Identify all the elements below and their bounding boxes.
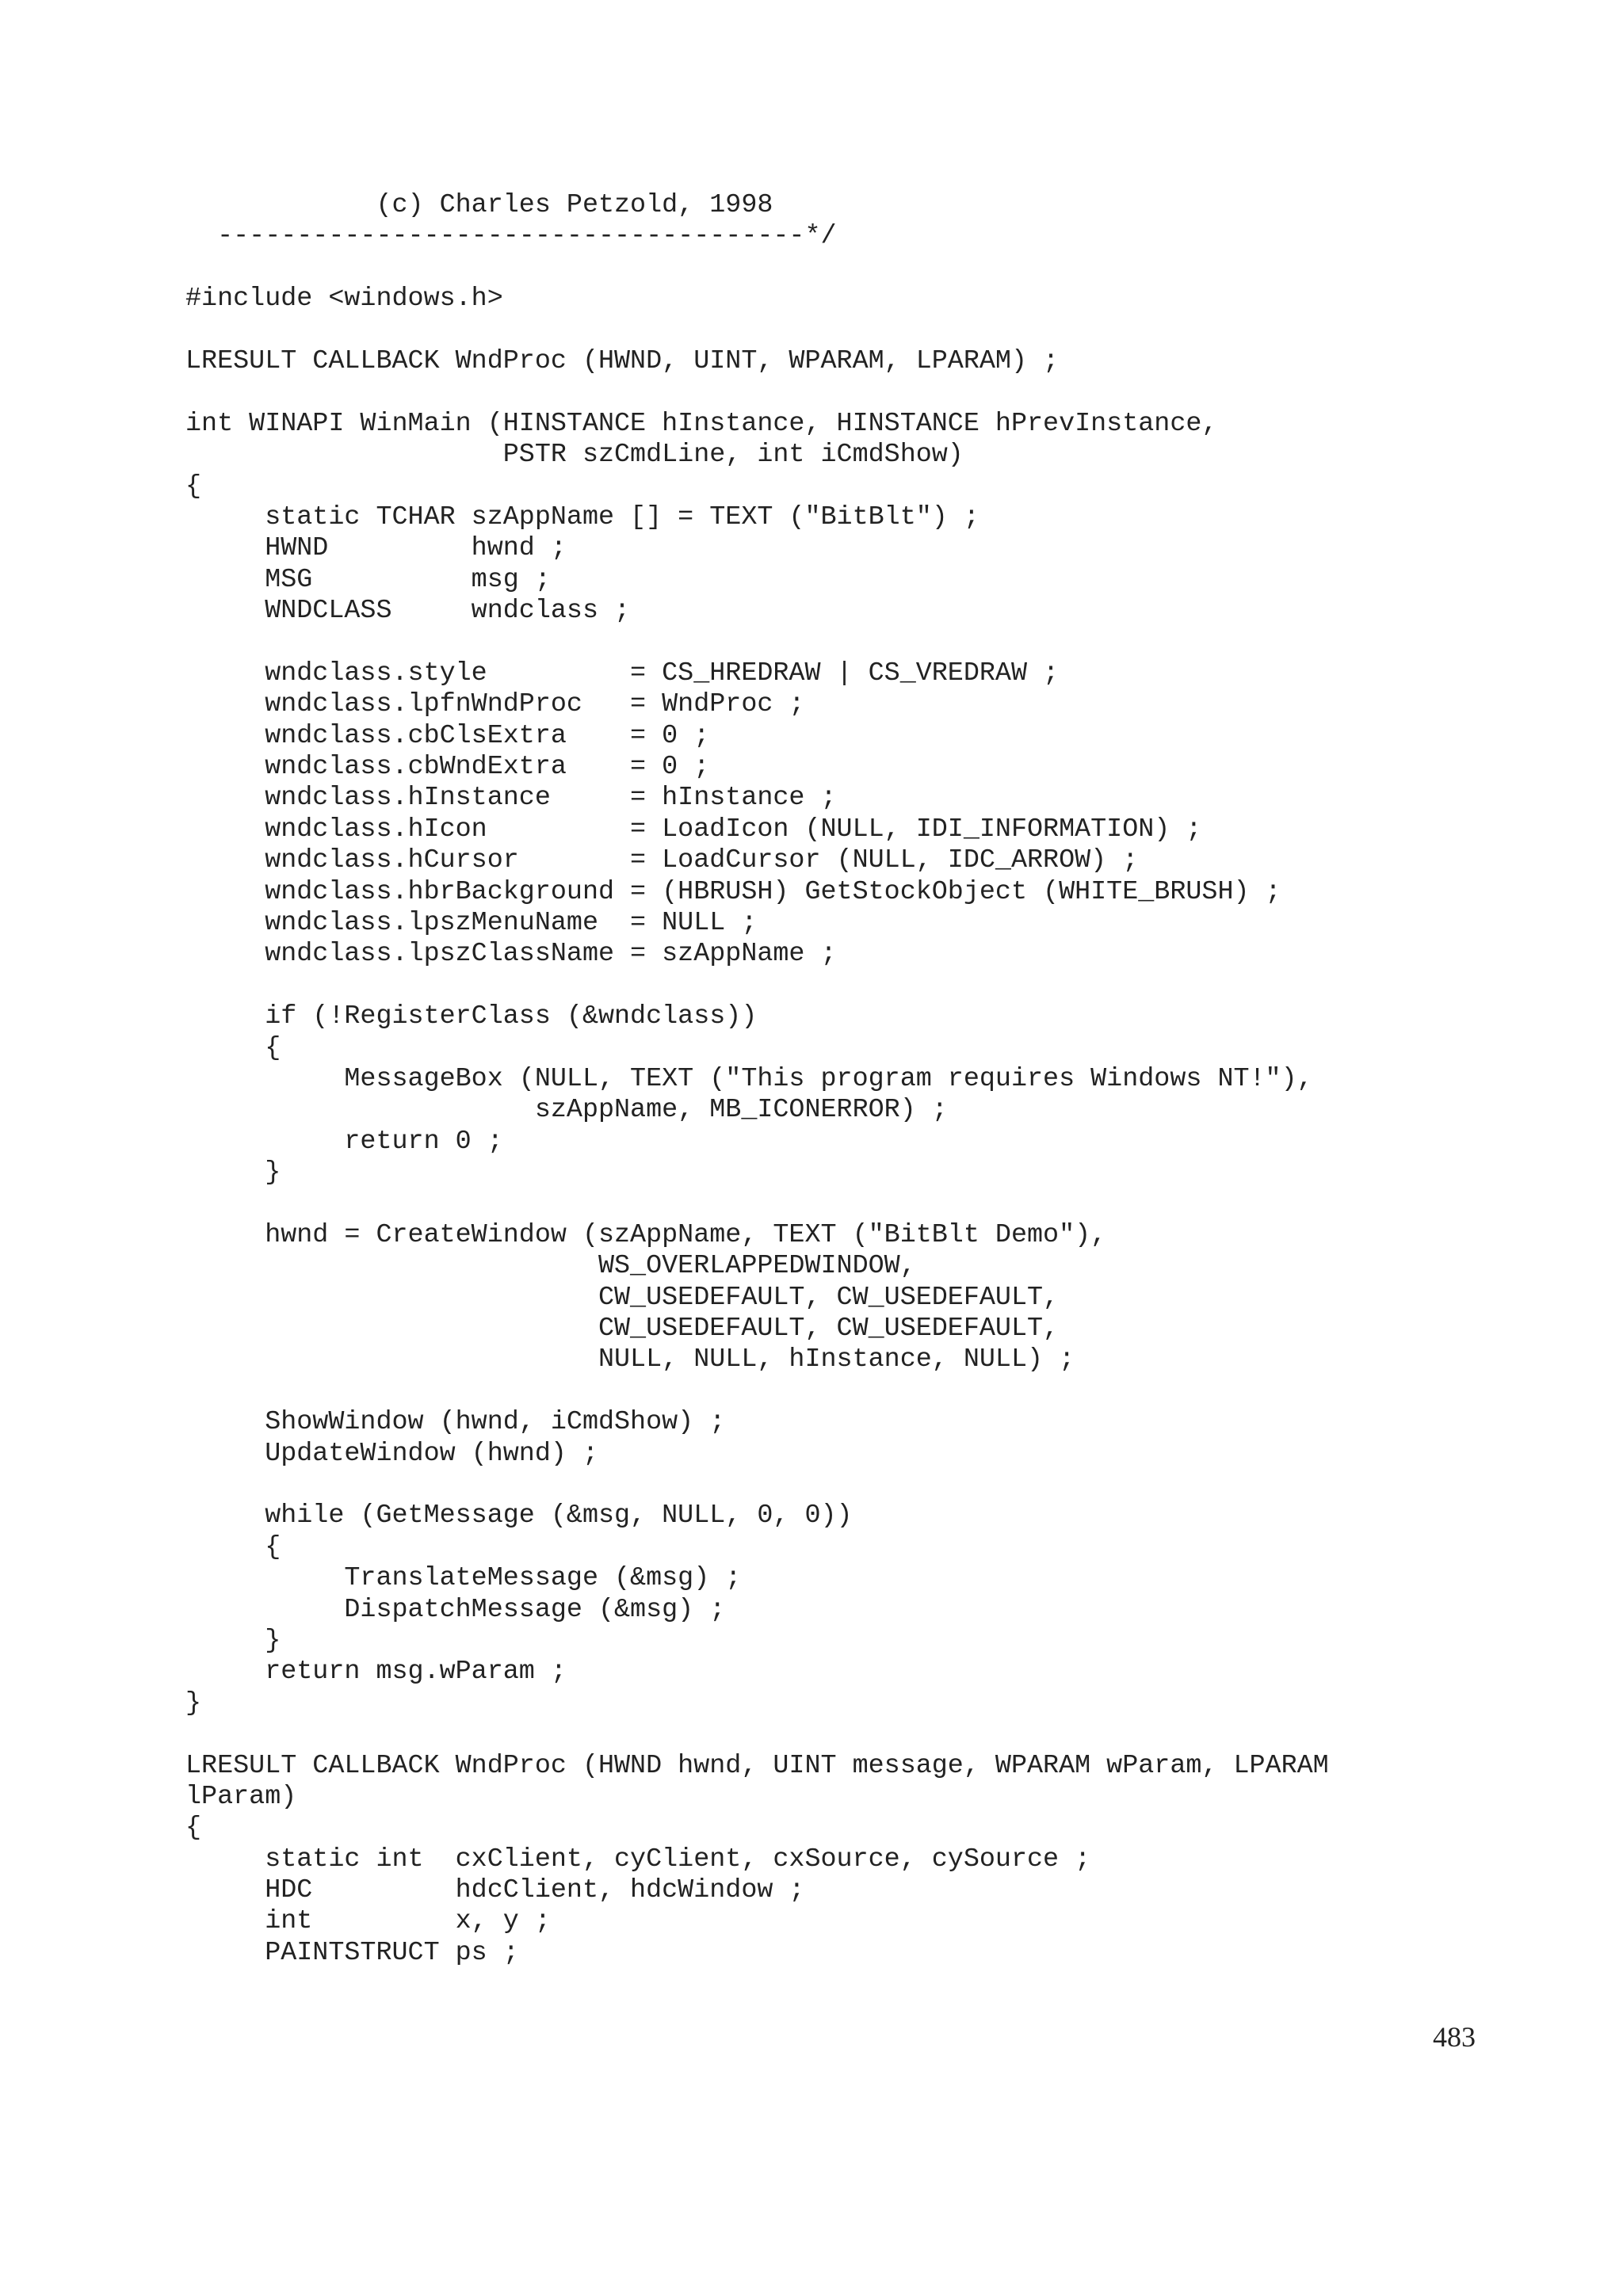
code-line: while (GetMessage (&msg, NULL, 0, 0)) — [185, 1501, 853, 1531]
code-line — [185, 627, 1329, 658]
code-line: int x, y ; — [185, 1906, 551, 1937]
code-line: { — [185, 1531, 281, 1562]
code-line: NULL, NULL, hInstance, NULL) ; — [185, 1344, 1075, 1375]
code-line: int WINAPI WinMain (HINSTANCE hInstance, HINSTANCE hPrevInstance, — [185, 408, 1218, 439]
code-line: -------------------------------------*/ — [185, 221, 837, 252]
code-line: CW_USEDEFAULT, CW_USEDEFAULT, — [185, 1314, 1060, 1344]
code-line: WS_OVERLAPPEDWINDOW, — [185, 1251, 916, 1282]
code-line: if (!RegisterClass (&wndclass)) — [185, 1001, 758, 1032]
code-line: wndclass.lpszClassName = szAppName ; — [185, 939, 837, 970]
code-line: } — [185, 1158, 281, 1188]
code-line: hwnd = CreateWindow (szAppName, TEXT ("BitBlt Demo"), — [185, 1219, 1107, 1250]
code-line: return 0 ; — [185, 1126, 503, 1157]
code-listing — [185, 190, 1329, 1969]
code-line: LRESULT CALLBACK WndProc (HWND hwnd, UINT message, WPARAM wParam, LPARAM — [185, 1750, 1329, 1781]
code-line: wndclass.cbWndExtra = 0 ; — [185, 752, 710, 783]
page-number: 483 — [1433, 2021, 1476, 2053]
code-line: PSTR szCmdLine, int iCmdShow) — [185, 440, 964, 471]
code-line: PAINTSTRUCT ps ; — [185, 1937, 519, 1968]
code-line: wndclass.hCursor = LoadCursor (NULL, IDC_ARROW) ; — [185, 845, 1139, 876]
code-line: { — [185, 1032, 281, 1063]
code-line: wndclass.style = CS_HREDRAW | CS_VREDRAW ; — [185, 658, 1060, 688]
code-line: HWND hwnd ; — [185, 533, 567, 564]
code-line: return msg.wParam ; — [185, 1657, 567, 1688]
code-line: szAppName, MB_ICONERROR) ; — [185, 1095, 948, 1126]
code-line — [185, 1719, 1329, 1750]
code-line: UpdateWindow (hwnd) ; — [185, 1438, 598, 1469]
code-line: #include <windows.h> — [185, 284, 503, 315]
code-line — [185, 1470, 1329, 1501]
code-line — [185, 377, 1329, 408]
code-line — [185, 971, 1329, 1001]
code-line: wndclass.hInstance = hInstance ; — [185, 783, 837, 814]
code-line: (c) Charles Petzold, 1998 — [185, 190, 773, 220]
code-line — [185, 1376, 1329, 1407]
code-line: wndclass.lpfnWndProc = WndProc ; — [185, 689, 805, 720]
code-line: } — [185, 1625, 281, 1656]
code-line: wndclass.hbrBackground = (HBRUSH) GetStockObject (WHITE_BRUSH) ; — [185, 876, 1281, 907]
code-line: static TCHAR szAppName [] = TEXT ("BitBlt") ; — [185, 502, 980, 532]
code-line: HDC hdcClient, hdcWindow ; — [185, 1875, 805, 1906]
code-line: TranslateMessage (&msg) ; — [185, 1563, 742, 1594]
code-line: wndclass.cbClsExtra = 0 ; — [185, 720, 710, 751]
code-line: wndclass.lpszMenuName = NULL ; — [185, 907, 758, 938]
code-line — [185, 1189, 1329, 1220]
code-line: lParam) — [185, 1781, 297, 1812]
code-line: wndclass.hIcon = LoadIcon (NULL, IDI_INFORMATION) ; — [185, 814, 1202, 845]
code-line: { — [185, 1813, 202, 1844]
code-line: MessageBox (NULL, TEXT ("This program requires Windows NT!"), — [185, 1063, 1313, 1094]
code-line: LRESULT CALLBACK WndProc (HWND, UINT, WPARAM, LPARAM) ; — [185, 345, 1060, 376]
code-line: DispatchMessage (&msg) ; — [185, 1594, 726, 1625]
code-line — [185, 315, 1329, 346]
code-line: WNDCLASS wndclass ; — [185, 596, 631, 627]
code-line: { — [185, 471, 202, 502]
code-line: static int cxClient, cyClient, cxSource, cySource ; — [185, 1844, 1091, 1875]
code-line: ShowWindow (hwnd, iCmdShow) ; — [185, 1407, 726, 1438]
code-line: MSG msg ; — [185, 564, 551, 595]
code-line: } — [185, 1688, 202, 1718]
code-line: CW_USEDEFAULT, CW_USEDEFAULT, — [185, 1282, 1060, 1313]
code-line — [185, 253, 1329, 284]
